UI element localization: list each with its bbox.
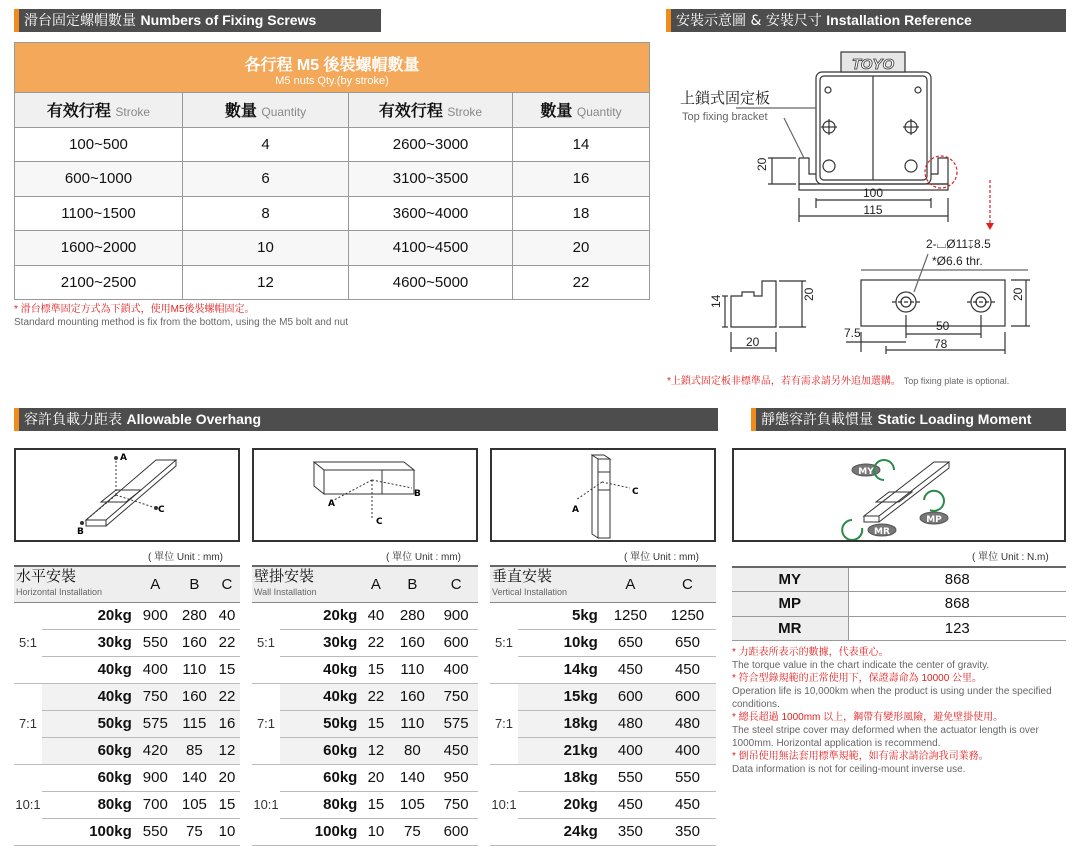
value-cell: 140 [175, 764, 214, 791]
svg-text:B: B [77, 527, 84, 537]
value-cell: 22 [361, 683, 390, 710]
value-cell: 480 [659, 710, 716, 737]
value-cell: 10 [361, 818, 390, 845]
value-cell: 105 [391, 791, 435, 818]
load-cell: 50kg [280, 710, 361, 737]
table-row [732, 616, 1066, 641]
svg-text:20: 20 [746, 335, 760, 349]
load-cell: 100kg [280, 818, 361, 845]
svg-text:MP: MP [926, 515, 942, 525]
load-cell: 24kg [518, 818, 602, 845]
unit-label: ( 單位 Unit : N.m) [972, 552, 1049, 563]
table-cell: 8 [183, 196, 349, 231]
value-cell: 650 [659, 629, 716, 656]
table-row [490, 710, 716, 737]
value-cell: 900 [434, 602, 478, 629]
install-note: *上鎖式固定板非標準品，若有需求請另外追加選購。 Top fixing plate is optional. [667, 376, 1010, 387]
value-cell: 22 [214, 683, 240, 710]
moment-key: MY [732, 567, 848, 592]
table-row [252, 764, 478, 791]
moment-value: 123 [848, 616, 1066, 641]
table-cell: 16 [513, 162, 650, 197]
table-row [732, 592, 1066, 617]
value-cell: 1250 [602, 602, 659, 629]
value-cell: 400 [602, 737, 659, 764]
svg-text:14: 14 [709, 294, 723, 308]
svg-text:20: 20 [755, 157, 769, 171]
value-cell: 750 [434, 791, 478, 818]
installation-drawing [666, 40, 1070, 380]
table-cell: 12 [183, 265, 349, 300]
column-header: C [214, 566, 240, 602]
value-cell: 15 [214, 656, 240, 683]
value-cell: 110 [175, 656, 214, 683]
unit-label: ( 單位 Unit : mm) [624, 552, 699, 563]
ratio-label: 7:1 [252, 683, 280, 764]
value-cell: 550 [136, 818, 175, 845]
table-row [14, 737, 240, 764]
value-cell: 400 [434, 656, 478, 683]
table-cell: 4 [183, 127, 349, 162]
load-cell: 40kg [280, 683, 361, 710]
table-row [14, 602, 240, 629]
value-cell: 950 [434, 764, 478, 791]
value-cell: 80 [391, 737, 435, 764]
svg-text:20: 20 [802, 287, 816, 301]
ratio-label: 10:1 [14, 764, 42, 845]
value-cell: 900 [136, 602, 175, 629]
svg-text:*Ø6.6 thr.: *Ø6.6 thr. [932, 254, 983, 268]
load-cell: 60kg [280, 764, 361, 791]
table-row [252, 656, 478, 683]
col-stroke: 有效行程 Stroke [15, 93, 183, 128]
value-cell: 15 [214, 791, 240, 818]
value-cell: 280 [175, 602, 214, 629]
installation-label: 水平安裝 Horizontal Installation [14, 566, 136, 602]
table-row [15, 265, 650, 300]
table-cell: 100~500 [15, 127, 183, 162]
value-cell: 550 [602, 764, 659, 791]
unit-label: ( 單位 Unit : mm) [386, 552, 461, 563]
table-cell: 14 [513, 127, 650, 162]
table-row [490, 764, 716, 791]
load-cell: 30kg [42, 629, 136, 656]
unit-label: ( 單位 Unit : mm) [148, 552, 223, 563]
moment-value: 868 [848, 567, 1066, 592]
svg-text:A: A [572, 505, 579, 515]
ratio-label: 5:1 [490, 602, 518, 683]
svg-text:C: C [376, 517, 383, 527]
table-cell: 6 [183, 162, 349, 197]
table-row [252, 710, 478, 737]
moment-notes [732, 646, 1066, 776]
value-cell: 40 [214, 602, 240, 629]
value-cell: 450 [659, 791, 716, 818]
value-cell: 600 [434, 629, 478, 656]
table-header: 各行程 M5 後裝螺帽數量 M5 nuts Qty.(by stroke) [15, 43, 650, 93]
load-cell: 40kg [42, 683, 136, 710]
table-row [252, 602, 478, 629]
value-cell: 900 [136, 764, 175, 791]
value-cell: 140 [391, 764, 435, 791]
toyo-logo: TOYO [851, 56, 895, 73]
note-zh: * 倒吊使用無法套用標準規範，如有需求請洽詢我司業務。 [732, 751, 989, 762]
value-cell: 15 [361, 710, 390, 737]
table-row [490, 656, 716, 683]
value-cell: 700 [136, 791, 175, 818]
value-cell: 450 [659, 656, 716, 683]
note-zh: * 符合型錄規範的正常使用下，保證壽命為 10000 公里。 [732, 673, 983, 684]
table-row [14, 710, 240, 737]
value-cell: 750 [434, 683, 478, 710]
table-cell: 4100~4500 [349, 231, 513, 266]
table-row [14, 764, 240, 791]
svg-text:MR: MR [874, 527, 890, 537]
horizontal-overhang-table [14, 565, 240, 846]
svg-text:A: A [120, 453, 127, 463]
value-cell: 350 [602, 818, 659, 845]
table-row [490, 602, 716, 629]
load-cell: 20kg [280, 602, 361, 629]
note-en: Data information is not for ceiling-mount inverse use. [732, 764, 966, 775]
load-cell: 80kg [42, 791, 136, 818]
table-row [14, 629, 240, 656]
note-zh: * 力距表所表示的數據，代表重心。 [732, 647, 889, 658]
table-row [15, 196, 650, 231]
load-cell: 20kg [518, 791, 602, 818]
column-header: B [175, 566, 214, 602]
table-row [14, 656, 240, 683]
svg-text:C: C [158, 505, 165, 515]
value-cell: 110 [391, 710, 435, 737]
ratio-label: 10:1 [252, 764, 280, 845]
value-cell: 15 [361, 656, 390, 683]
column-header: C [659, 566, 716, 602]
table-cell: 20 [513, 231, 650, 266]
svg-text:C: C [632, 487, 639, 497]
moment-diagram [732, 448, 1066, 542]
col-qty: 數量 Quantity [513, 93, 650, 128]
table-row [252, 791, 478, 818]
ratio-label: 7:1 [490, 683, 518, 764]
section-title-fixing-screws: 滑台固定螺帽數量 Numbers of Fixing Screws [14, 9, 381, 32]
static-moment-table [732, 566, 1066, 641]
table-row [490, 791, 716, 818]
value-cell: 550 [659, 764, 716, 791]
fixing-screws-table [14, 42, 650, 300]
table-row [14, 683, 240, 710]
svg-text:A: A [328, 499, 335, 509]
value-cell: 350 [659, 818, 716, 845]
table-row [252, 818, 478, 845]
value-cell: 575 [434, 710, 478, 737]
note-en: The torque value in the chart indicate the center of gravity. [732, 660, 990, 671]
installation-label: 壁掛安裝 Wall Installation [252, 566, 361, 602]
bracket-label: 上鎖式固定板 [680, 90, 771, 107]
installation-label: 垂直安裝 Vertical Installation [490, 566, 602, 602]
col-stroke: 有效行程 Stroke [349, 93, 513, 128]
value-cell: 1250 [659, 602, 716, 629]
load-cell: 60kg [280, 737, 361, 764]
value-cell: 75 [391, 818, 435, 845]
value-cell: 12 [214, 737, 240, 764]
value-cell: 16 [214, 710, 240, 737]
wall-diagram [252, 448, 478, 542]
value-cell: 110 [391, 656, 435, 683]
svg-text:B: B [414, 489, 421, 499]
table-cell: 4600~5000 [349, 265, 513, 300]
table-row [732, 567, 1066, 592]
fixing-plate [861, 280, 1005, 326]
svg-text:100: 100 [862, 186, 884, 200]
svg-text:50: 50 [936, 319, 950, 333]
column-header: A [361, 566, 390, 602]
value-cell: 575 [136, 710, 175, 737]
value-cell: 280 [391, 602, 435, 629]
table-row [490, 818, 716, 845]
load-cell: 20kg [42, 602, 136, 629]
table-row [14, 818, 240, 845]
load-cell: 50kg [42, 710, 136, 737]
ratio-label: 10:1 [490, 764, 518, 845]
table-row [490, 737, 716, 764]
value-cell: 15 [361, 791, 390, 818]
col-qty: 數量 Quantity [183, 93, 349, 128]
table-row [15, 127, 650, 162]
load-cell: 60kg [42, 764, 136, 791]
ratio-label: 5:1 [14, 602, 42, 683]
value-cell: 400 [136, 656, 175, 683]
value-cell: 420 [136, 737, 175, 764]
column-header: A [136, 566, 175, 602]
moment-value: 868 [848, 592, 1066, 617]
value-cell: 160 [175, 683, 214, 710]
load-cell: 40kg [42, 656, 136, 683]
table-row [490, 683, 716, 710]
table-cell: 2100~2500 [15, 265, 183, 300]
moment-key: MP [732, 592, 848, 617]
section-title-overhang: 容許負載力距表 Allowable Overhang [14, 408, 718, 431]
note-en: The steel stripe cover may deformed when the actuator length is over 1000mm. Horizontal application is recommend. [732, 725, 1039, 749]
table-row [252, 683, 478, 710]
screws-note: * 滑台標準固定方式為下鎖式，使用M5後裝螺帽固定。 Standard mounting method is fix from the bottom, using the M5 bolt and nut [14, 304, 349, 328]
load-cell: 5kg [518, 602, 602, 629]
svg-text:7.5: 7.5 [844, 326, 861, 340]
table-cell: 18 [513, 196, 650, 231]
moment-key: MR [732, 616, 848, 641]
value-cell: 22 [361, 629, 390, 656]
value-cell: 600 [434, 818, 478, 845]
value-cell: 600 [602, 683, 659, 710]
load-cell: 21kg [518, 737, 602, 764]
value-cell: 450 [602, 791, 659, 818]
column-header: C [434, 566, 478, 602]
load-cell: 18kg [518, 764, 602, 791]
table-cell: 3600~4000 [349, 196, 513, 231]
value-cell: 600 [659, 683, 716, 710]
column-header: A [602, 566, 659, 602]
horizontal-diagram [14, 448, 240, 542]
value-cell: 20 [214, 764, 240, 791]
load-cell: 10kg [518, 629, 602, 656]
load-cell: 40kg [280, 656, 361, 683]
bracket-label-en: Top fixing bracket [682, 111, 768, 123]
svg-text:MY: MY [858, 467, 874, 477]
value-cell: 550 [136, 629, 175, 656]
table-cell: 22 [513, 265, 650, 300]
note-en: Operation life is 10,000km when the product is using under the specified conditions. [732, 686, 1052, 710]
table-cell: 10 [183, 231, 349, 266]
value-cell: 115 [175, 710, 214, 737]
column-header: B [391, 566, 435, 602]
svg-text:20: 20 [1011, 287, 1025, 301]
value-cell: 10 [214, 818, 240, 845]
note-zh: * 總長超過 1000mm 以上，鋼帶有變形風險，避免壁掛使用。 [732, 712, 1004, 723]
value-cell: 85 [175, 737, 214, 764]
load-cell: 30kg [280, 629, 361, 656]
table-row [15, 162, 650, 197]
load-cell: 18kg [518, 710, 602, 737]
load-cell: 100kg [42, 818, 136, 845]
value-cell: 105 [175, 791, 214, 818]
load-cell: 15kg [518, 683, 602, 710]
vertical-overhang-table [490, 565, 716, 846]
value-cell: 160 [391, 629, 435, 656]
value-cell: 650 [602, 629, 659, 656]
table-cell: 1100~1500 [15, 196, 183, 231]
value-cell: 450 [602, 656, 659, 683]
section-title-static-moment: 靜態容許負載慣量 Static Loading Moment [751, 408, 1066, 431]
wall-overhang-table [252, 565, 478, 846]
table-row [252, 629, 478, 656]
table-cell: 600~1000 [15, 162, 183, 197]
table-row [252, 737, 478, 764]
table-row [490, 629, 716, 656]
value-cell: 40 [361, 602, 390, 629]
vertical-diagram [490, 448, 716, 542]
load-cell: 80kg [280, 791, 361, 818]
value-cell: 22 [214, 629, 240, 656]
value-cell: 400 [659, 737, 716, 764]
value-cell: 160 [391, 683, 435, 710]
value-cell: 12 [361, 737, 390, 764]
value-cell: 160 [175, 629, 214, 656]
svg-text:78: 78 [934, 337, 948, 351]
table-cell: 3100~3500 [349, 162, 513, 197]
ratio-label: 5:1 [252, 602, 280, 683]
svg-text:115: 115 [863, 203, 883, 217]
table-row [15, 231, 650, 266]
table-row [14, 791, 240, 818]
section-title-installation: 安裝示意圖 & 安裝尺寸 Installation Reference [666, 9, 1066, 32]
hole-spec: 2-⌴Ø11↧8.5 [926, 237, 991, 251]
load-cell: 14kg [518, 656, 602, 683]
load-cell: 60kg [42, 737, 136, 764]
value-cell: 20 [361, 764, 390, 791]
value-cell: 480 [602, 710, 659, 737]
table-cell: 1600~2000 [15, 231, 183, 266]
table-cell: 2600~3000 [349, 127, 513, 162]
ratio-label: 7:1 [14, 683, 42, 764]
value-cell: 450 [434, 737, 478, 764]
value-cell: 75 [175, 818, 214, 845]
value-cell: 750 [136, 683, 175, 710]
